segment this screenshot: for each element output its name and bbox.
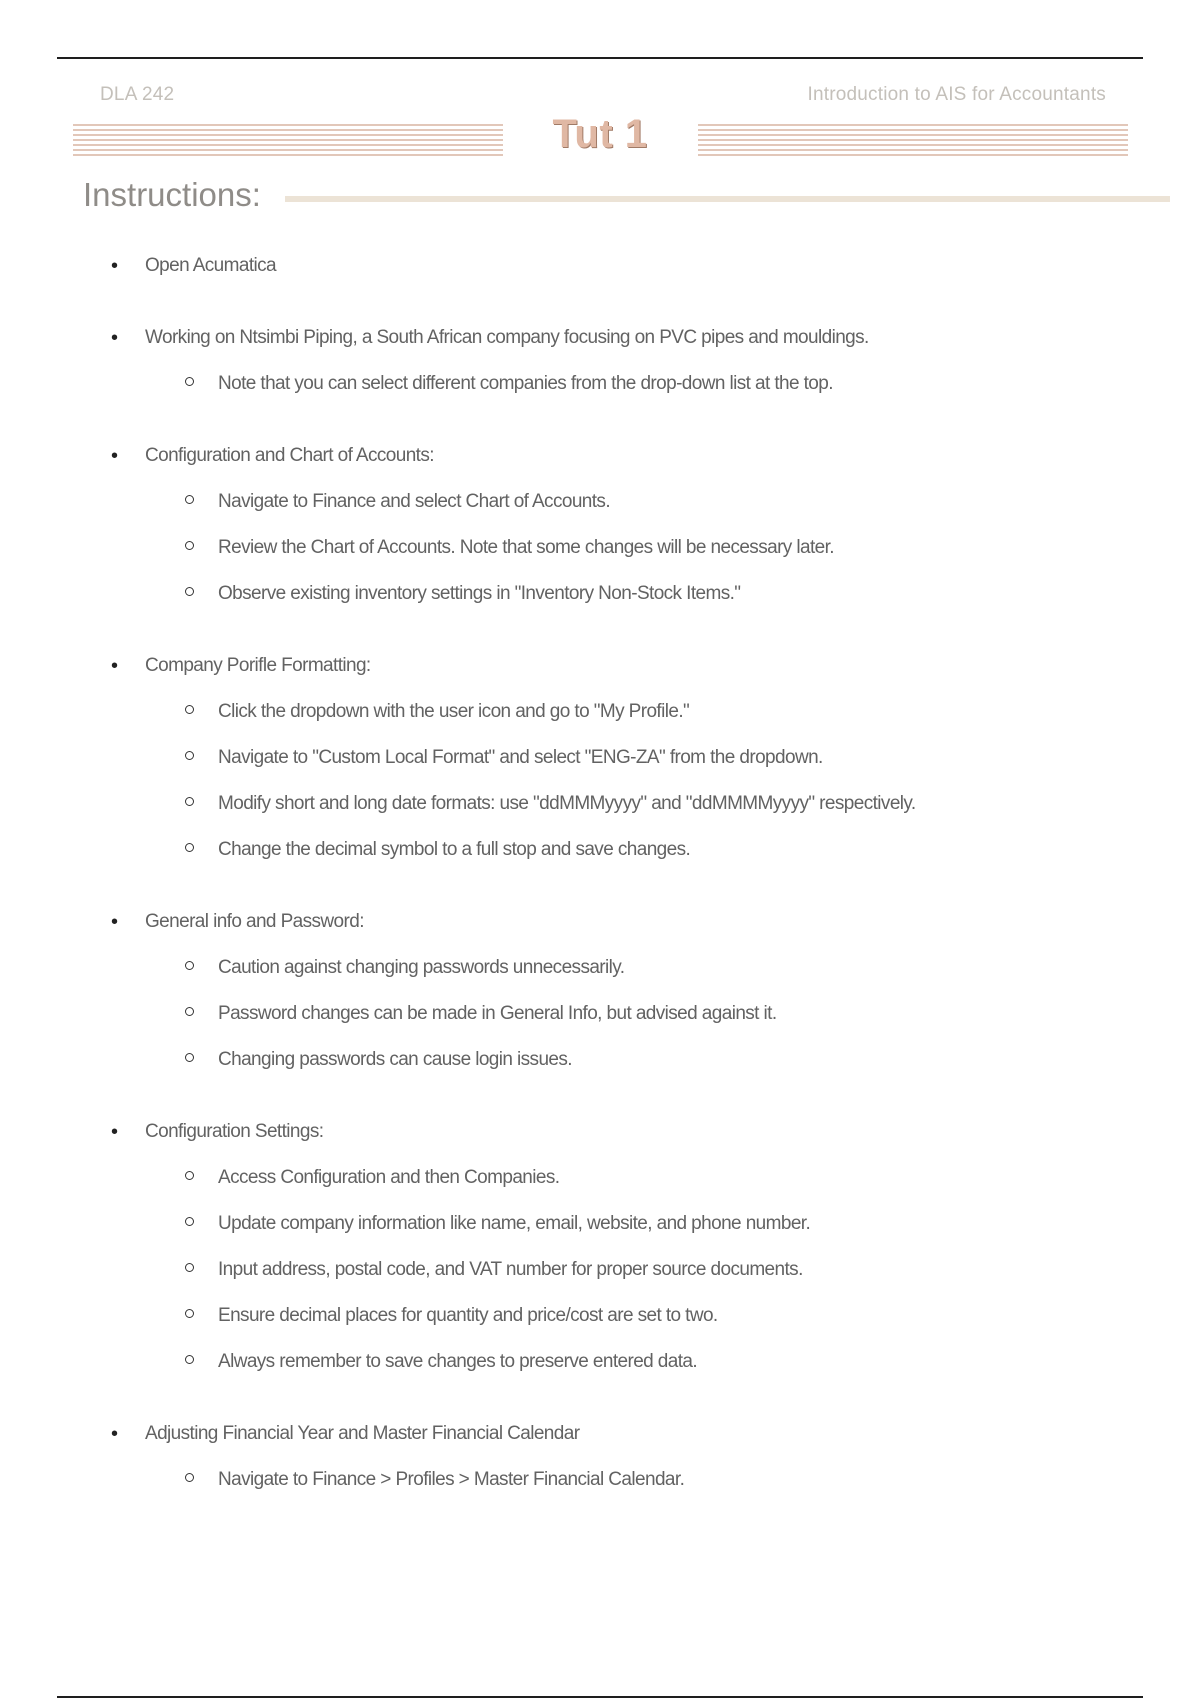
hollow-bullet-icon	[185, 1263, 194, 1272]
hollow-bullet-icon	[185, 377, 194, 386]
bullet-icon: •	[111, 255, 118, 277]
bullet-icon: •	[111, 911, 118, 933]
bullet-icon: •	[111, 327, 118, 349]
sub-list-item	[218, 837, 1200, 863]
sub-list-item-text: Password changes can be made in General Info, but advised against it.	[218, 1003, 777, 1024]
course-code: DLA 242	[100, 84, 175, 105]
bullet-icon: •	[111, 655, 118, 677]
sub-list-item-text: Navigate to Finance and select Chart of Accounts.	[218, 491, 611, 512]
section-underline	[285, 196, 1170, 202]
list-item	[111, 443, 1200, 469]
bullet-icon: •	[111, 1121, 118, 1143]
sub-list-item-text: Observe existing inventory settings in "Inventory Non-Stock Items."	[218, 583, 741, 604]
sub-list-item	[218, 699, 1200, 725]
sub-list-item	[218, 745, 1200, 771]
hollow-bullet-icon	[185, 495, 194, 504]
hollow-bullet-icon	[185, 1355, 194, 1364]
sub-list-item	[218, 371, 1200, 397]
list-item-text: Company Porifle Formatting:	[145, 655, 371, 676]
sub-list-item-text: Update company information like name, email, website, and phone number.	[218, 1213, 811, 1234]
sub-list-item-text: Ensure decimal places for quantity and price/cost are set to two.	[218, 1305, 718, 1326]
list-item	[111, 253, 1200, 279]
list-item	[111, 1421, 1200, 1447]
sub-list-item	[218, 955, 1200, 981]
hollow-bullet-icon	[185, 1053, 194, 1062]
hollow-bullet-icon	[185, 797, 194, 806]
list-item-text: Configuration Settings:	[145, 1121, 324, 1142]
sub-list-item-text: Click the dropdown with the user icon and go to "My Profile."	[218, 701, 690, 722]
sub-list-item-text: Caution against changing passwords unnecessarily.	[218, 957, 625, 978]
hollow-bullet-icon	[185, 751, 194, 760]
list-item-text: Configuration and Chart of Accounts:	[145, 445, 434, 466]
sub-list-item-text: Note that you can select different companies from the drop-down list at the top.	[218, 373, 833, 394]
hollow-bullet-icon	[185, 1171, 194, 1180]
document-title: Tut 1	[552, 112, 648, 156]
top-rule	[57, 57, 1143, 59]
hollow-bullet-icon	[185, 843, 194, 852]
sub-list-item	[218, 1165, 1200, 1191]
section-heading: Instructions:	[83, 176, 261, 213]
sub-list-item-text: Change the decimal symbol to a full stop and save changes.	[218, 839, 691, 860]
sub-list-item	[218, 535, 1200, 561]
sub-list-item	[218, 1047, 1200, 1073]
sub-list-item-text: Navigate to "Custom Local Format" and select "ENG-ZA" from the dropdown.	[218, 747, 823, 768]
sub-list-item-text: Modify short and long date formats: use "ddMMMyyyy" and "ddMMMMyyyy" respectively.	[218, 793, 916, 814]
hollow-bullet-icon	[185, 541, 194, 550]
bullet-icon: •	[111, 445, 118, 467]
sub-list-item-text: Access Configuration and then Companies.	[218, 1167, 560, 1188]
sub-list-item	[218, 1349, 1200, 1375]
hollow-bullet-icon	[185, 587, 194, 596]
hollow-bullet-icon	[185, 1473, 194, 1482]
instruction-list	[0, 240, 1200, 1493]
list-item-text: Adjusting Financial Year and Master Financial Calendar	[145, 1423, 580, 1444]
list-item	[111, 1119, 1200, 1145]
sub-list-item	[218, 1211, 1200, 1237]
hollow-bullet-icon	[185, 1217, 194, 1226]
sub-list-item-text: Navigate to Finance > Profiles > Master Financial Calendar.	[218, 1469, 685, 1490]
sub-list-item	[218, 489, 1200, 515]
list-item	[111, 653, 1200, 679]
hollow-bullet-icon	[185, 1309, 194, 1318]
course-name: Introduction to AIS for Accountants	[807, 84, 1106, 105]
list-item-text: General info and Password:	[145, 911, 364, 932]
sub-list-item	[218, 581, 1200, 607]
sub-list-item-text: Changing passwords can cause login issues.	[218, 1049, 572, 1070]
sub-list-item	[218, 1303, 1200, 1329]
sub-list-item	[218, 1257, 1200, 1283]
sub-list-item-text: Review the Chart of Accounts. Note that some changes will be necessary later.	[218, 537, 834, 558]
sub-list-item-text: Always remember to save changes to preserve entered data.	[218, 1351, 698, 1372]
list-item-text: Working on Ntsimbi Piping, a South African company focusing on PVC pipes and mouldings.	[145, 327, 869, 348]
hollow-bullet-icon	[185, 1007, 194, 1016]
hollow-bullet-icon	[185, 961, 194, 970]
sub-list-item	[218, 1001, 1200, 1027]
list-item-text: Open Acumatica	[145, 255, 277, 276]
bullet-icon: •	[111, 1423, 118, 1445]
sub-list-item-text: Input address, postal code, and VAT number for proper source documents.	[218, 1259, 803, 1280]
sub-list-item	[218, 791, 1200, 817]
sub-list-item	[218, 1467, 1200, 1493]
hollow-bullet-icon	[185, 705, 194, 714]
bottom-rule	[57, 1696, 1143, 1698]
list-item	[111, 909, 1200, 935]
list-item	[111, 325, 1200, 351]
